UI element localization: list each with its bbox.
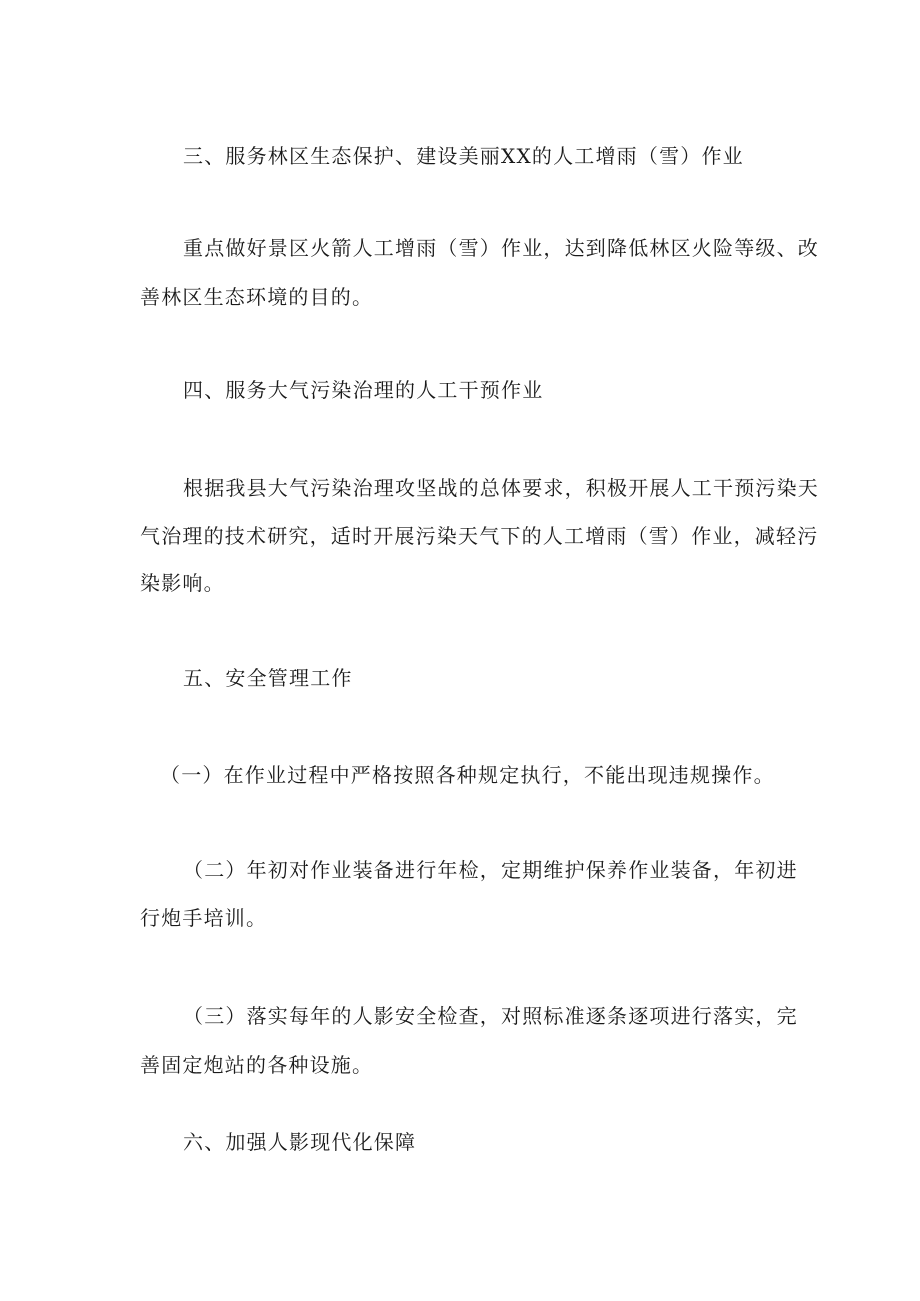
- section-heading-5: 五、安全管理工作: [183, 666, 353, 690]
- section-heading-4: 四、服务大气污染治理的人工干预作业: [183, 378, 544, 402]
- section-heading-6: 六、加强人影现代化保障: [183, 1130, 417, 1154]
- list-item-line: 善固定炮站的各种设施。: [140, 1053, 374, 1077]
- list-item-line: （二）年初对作业装备进行年检，定期维护保养作业装备，年初进: [183, 858, 798, 882]
- list-item-line: （一）在作业过程中严格按照各种规定执行，不能出现违规操作。: [160, 763, 775, 787]
- paragraph-line: 重点做好景区火箭人工增雨（雪）作业，达到降低林区火险等级、改: [183, 236, 819, 260]
- list-item-line: （三）落实每年的人影安全检查，对照标准逐条逐项进行落实，完: [183, 1004, 798, 1028]
- paragraph-line: 气治理的技术研究，适时开展污染天气下的人工增雨（雪）作业，减轻污: [140, 524, 819, 548]
- paragraph-line: 染影响。: [140, 571, 225, 595]
- section-heading-3: 三、服务林区生态保护、建设美丽XX的人工增雨（雪）作业: [183, 144, 744, 168]
- paragraph-line: 根据我县大气污染治理攻坚战的总体要求，积极开展人工干预污染天: [183, 476, 819, 500]
- list-item-line: 行炮手培训。: [140, 906, 268, 930]
- paragraph-line: 善林区生态环境的目的。: [140, 285, 374, 309]
